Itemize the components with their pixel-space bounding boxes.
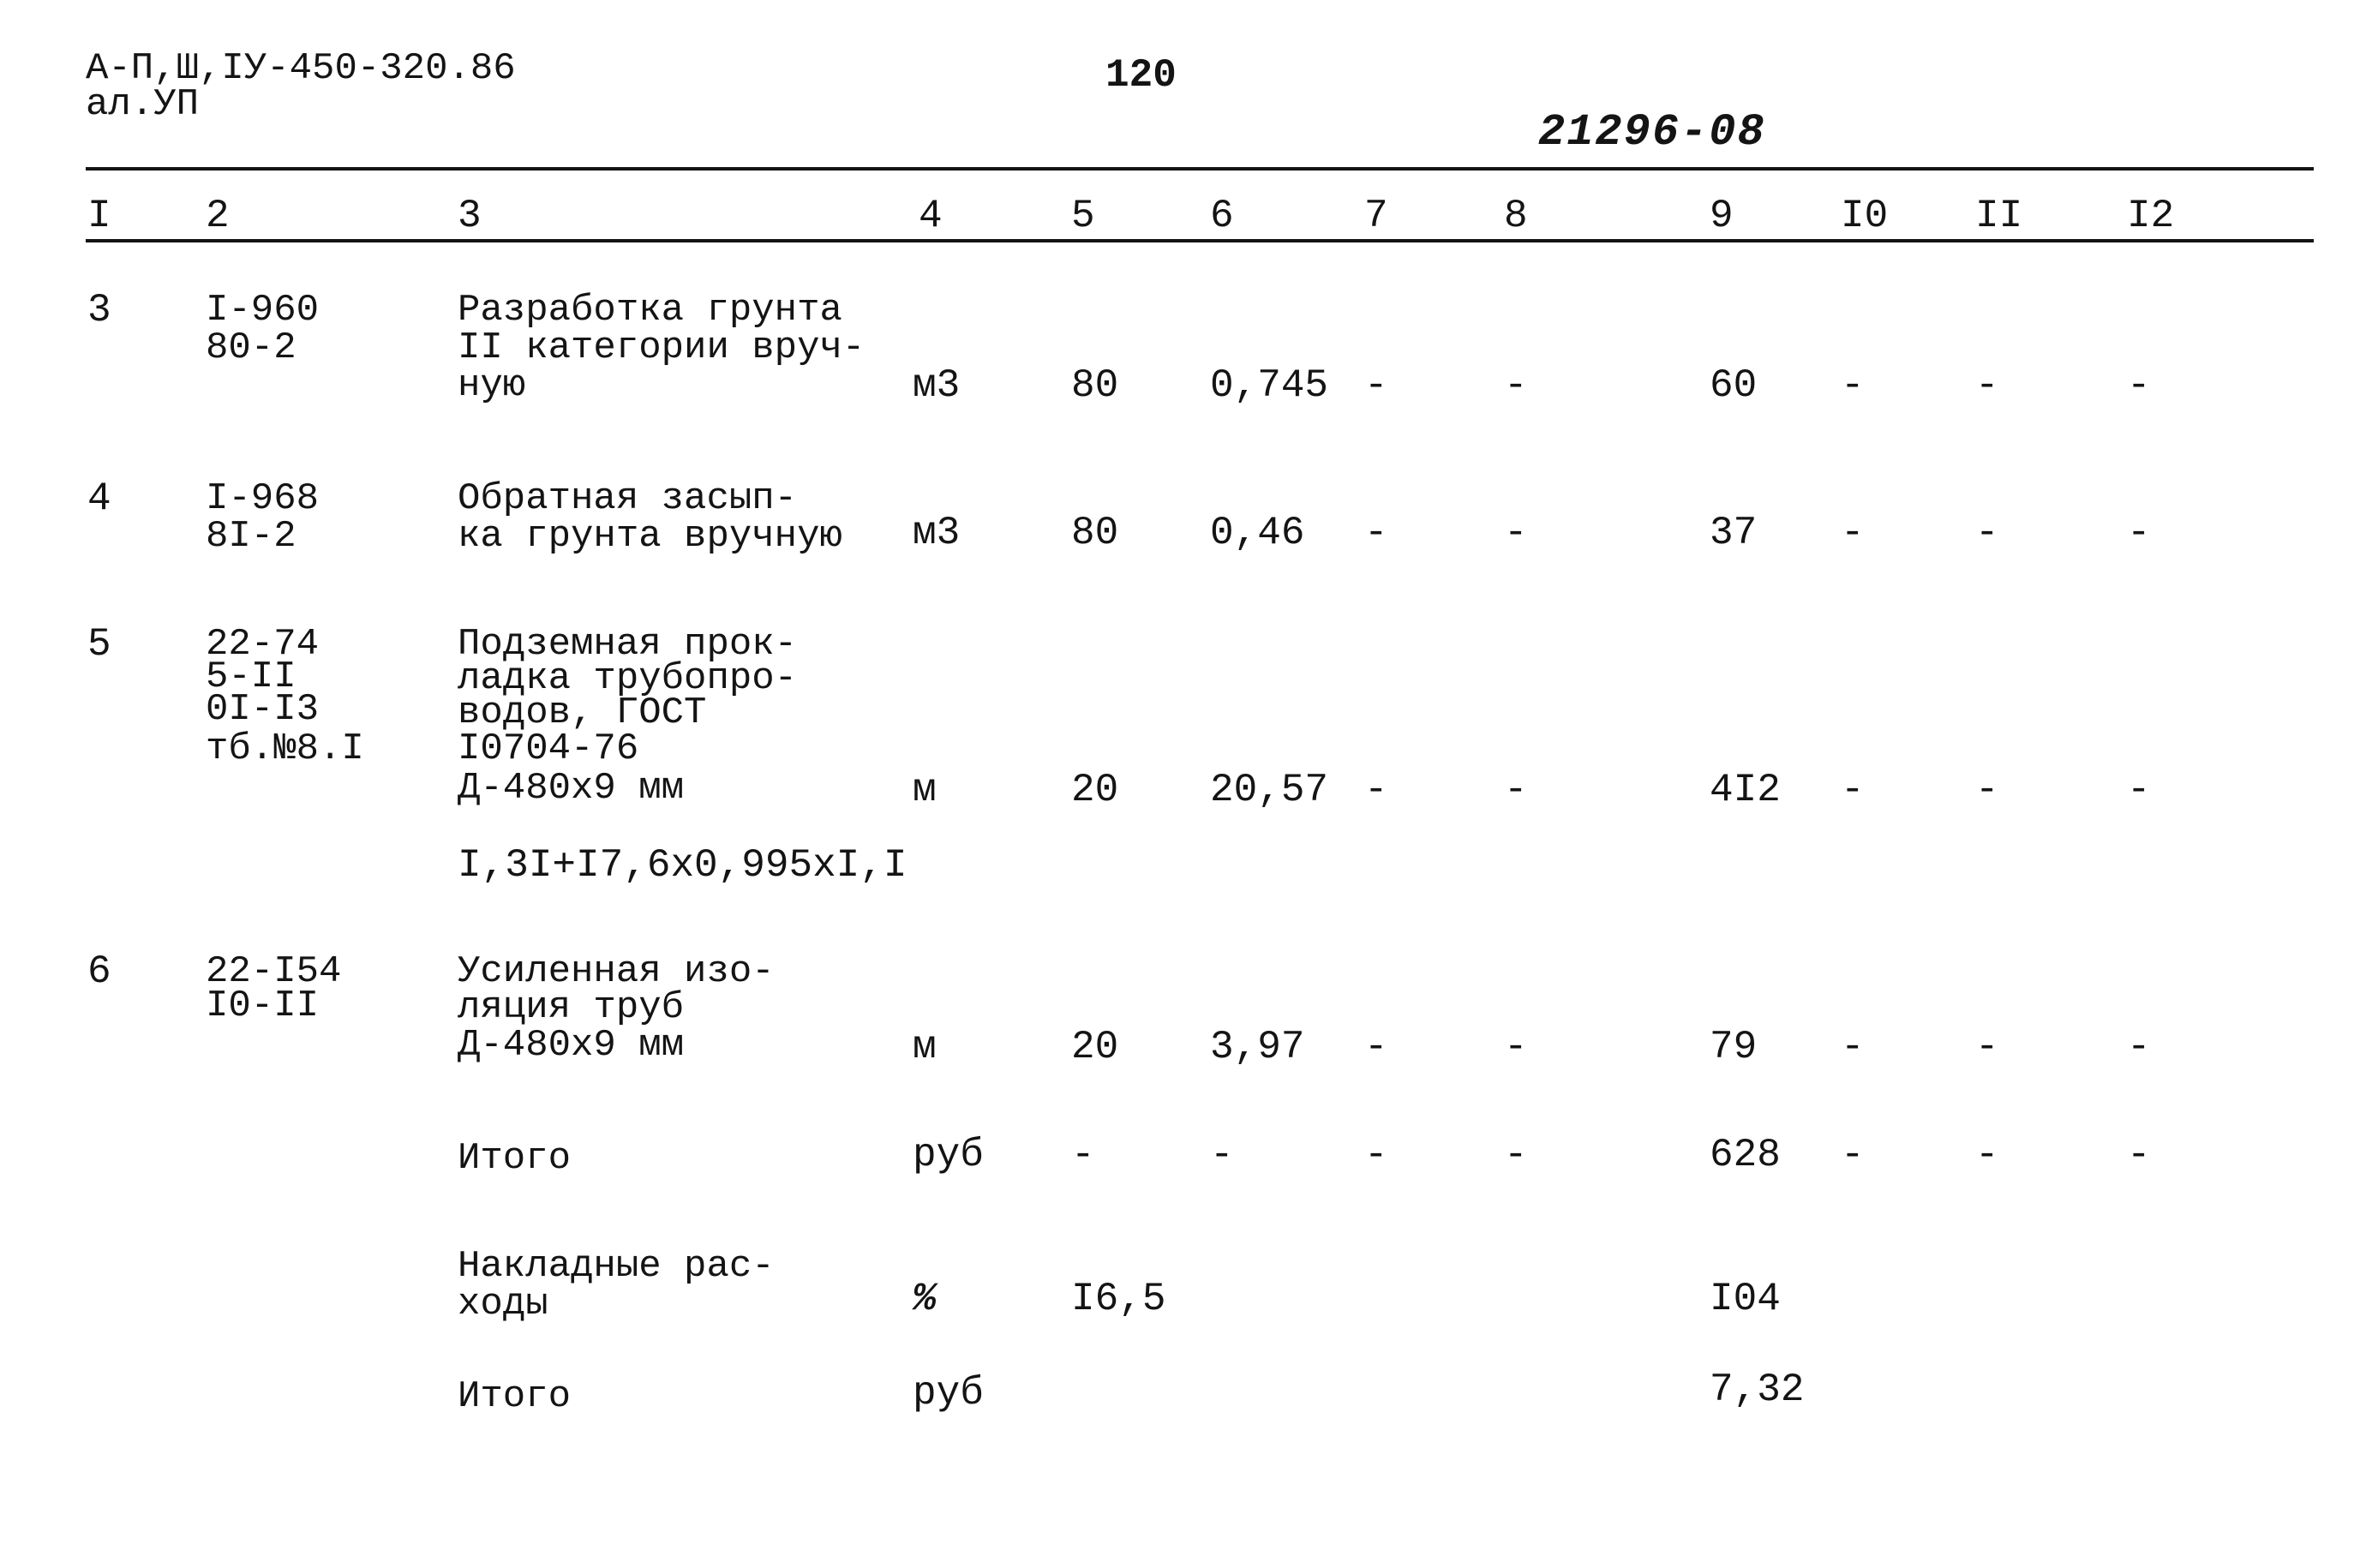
- unit-price: 0,46: [1210, 511, 1305, 555]
- work-name: Обратная засып-: [458, 477, 798, 520]
- col7-value: -: [1364, 768, 1388, 812]
- column-number: I0: [1841, 194, 1889, 238]
- norm-code: I-960: [206, 289, 320, 332]
- quantity: 20: [1071, 1025, 1119, 1069]
- unit: м3: [913, 363, 961, 408]
- header-rule-top: [86, 167, 2314, 171]
- norm-code: 22-I54: [206, 950, 342, 993]
- quantity: 20: [1071, 768, 1119, 812]
- work-name: Д-480х9 мм: [458, 767, 685, 810]
- column-number: 7: [1364, 194, 1388, 238]
- norm-code: 8I-2: [206, 515, 297, 558]
- column-number: 4: [919, 194, 943, 238]
- work-name: Подземная прок-: [458, 623, 798, 666]
- col10-value: -: [1841, 1025, 1865, 1069]
- total-cost: 37: [1710, 511, 1758, 555]
- column-number: 8: [1504, 194, 1528, 238]
- col7-value: -: [1364, 1025, 1388, 1069]
- col7-value: -: [1364, 1133, 1388, 1177]
- col8-value: -: [1504, 1025, 1528, 1069]
- registration-stamp: 21296-08: [1538, 107, 1766, 158]
- row-number: 3: [87, 288, 111, 332]
- unit: м: [913, 1025, 937, 1069]
- col6-value: -: [1210, 1133, 1234, 1177]
- work-name: ляция труб: [458, 986, 685, 1029]
- total-cost: 4I2: [1710, 768, 1781, 812]
- norm-code: 22-74: [206, 623, 320, 666]
- overhead-rate: I6,5: [1071, 1277, 1166, 1321]
- header-rule-bottom: [86, 239, 2314, 242]
- grand-total-value: 7,32: [1710, 1368, 1805, 1412]
- total-cost: 79: [1710, 1025, 1758, 1069]
- col12-value: -: [2127, 363, 2151, 408]
- percent-sign: %: [913, 1277, 937, 1321]
- col7-value: -: [1364, 511, 1388, 555]
- row-number: 4: [87, 476, 111, 521]
- column-number: II: [1975, 194, 2023, 238]
- norm-code: 5-II: [206, 655, 297, 698]
- col11-value: -: [1975, 1133, 1999, 1177]
- total-cost: 628: [1710, 1133, 1781, 1177]
- page-number: 120: [1105, 53, 1177, 98]
- column-number: I: [87, 194, 111, 238]
- work-name: ладка трубопро-: [458, 657, 798, 700]
- overhead-total: I04: [1710, 1277, 1781, 1321]
- col8-value: -: [1504, 1133, 1528, 1177]
- work-name: Разработка грунта: [458, 289, 842, 332]
- work-name: Усиленная изо-: [458, 950, 775, 993]
- col10-value: -: [1841, 363, 1865, 408]
- col8-value: -: [1504, 768, 1528, 812]
- unit-price: 3,97: [1210, 1025, 1305, 1069]
- col11-value: -: [1975, 363, 1999, 408]
- work-name: водов, ГОСТ: [458, 691, 707, 734]
- col12-value: -: [2127, 511, 2151, 555]
- overhead-label: ходы: [458, 1283, 548, 1326]
- norm-code: тб.№8.I: [206, 727, 364, 770]
- work-name: ка грунта вручную: [458, 515, 842, 558]
- col10-value: -: [1841, 768, 1865, 812]
- quantity: 80: [1071, 511, 1119, 555]
- document-code: А-П,Ш,IУ-450-320.86: [86, 47, 516, 90]
- unit: м3: [913, 511, 961, 555]
- total-cost: 60: [1710, 363, 1758, 408]
- row-number: 5: [87, 622, 111, 667]
- unit: руб: [913, 1133, 984, 1177]
- work-name: ную: [458, 364, 526, 407]
- column-number: 3: [458, 194, 482, 238]
- row-number: 6: [87, 949, 111, 994]
- price-formula: I,3I+I7,6х0,995хI,I: [458, 843, 907, 888]
- unit-price: 20,57: [1210, 768, 1329, 812]
- norm-code: I-968: [206, 477, 320, 520]
- album-number: ал.УП: [86, 83, 200, 126]
- col10-value: -: [1841, 511, 1865, 555]
- column-number: 5: [1071, 194, 1095, 238]
- col11-value: -: [1975, 511, 1999, 555]
- overhead-label: Накладные рас-: [458, 1245, 775, 1288]
- subtotal-label: Итого: [458, 1137, 572, 1180]
- col12-value: -: [2127, 768, 2151, 812]
- col12-value: -: [2127, 1025, 2151, 1069]
- col7-value: -: [1364, 363, 1388, 408]
- grand-total-label: Итого: [458, 1375, 572, 1418]
- col11-value: -: [1975, 1025, 1999, 1069]
- column-number: I2: [2127, 194, 2175, 238]
- unit: м: [913, 768, 937, 812]
- work-name: I0704-76: [458, 727, 639, 770]
- col10-value: -: [1841, 1133, 1865, 1177]
- col8-value: -: [1504, 511, 1528, 555]
- col8-value: -: [1504, 363, 1528, 408]
- col5-value: -: [1071, 1133, 1095, 1177]
- col12-value: -: [2127, 1133, 2151, 1177]
- work-name: Д-480х9 мм: [458, 1024, 685, 1067]
- norm-code: 0I-I3: [206, 688, 320, 731]
- column-number: 6: [1210, 194, 1234, 238]
- column-number: 2: [206, 194, 230, 238]
- unit: руб: [913, 1371, 984, 1415]
- column-number: 9: [1710, 194, 1734, 238]
- quantity: 80: [1071, 363, 1119, 408]
- norm-code: 80-2: [206, 326, 297, 369]
- norm-code: I0-II: [206, 984, 320, 1027]
- work-name: II категории вруч-: [458, 326, 866, 369]
- col11-value: -: [1975, 768, 1999, 812]
- unit-price: 0,745: [1210, 363, 1329, 408]
